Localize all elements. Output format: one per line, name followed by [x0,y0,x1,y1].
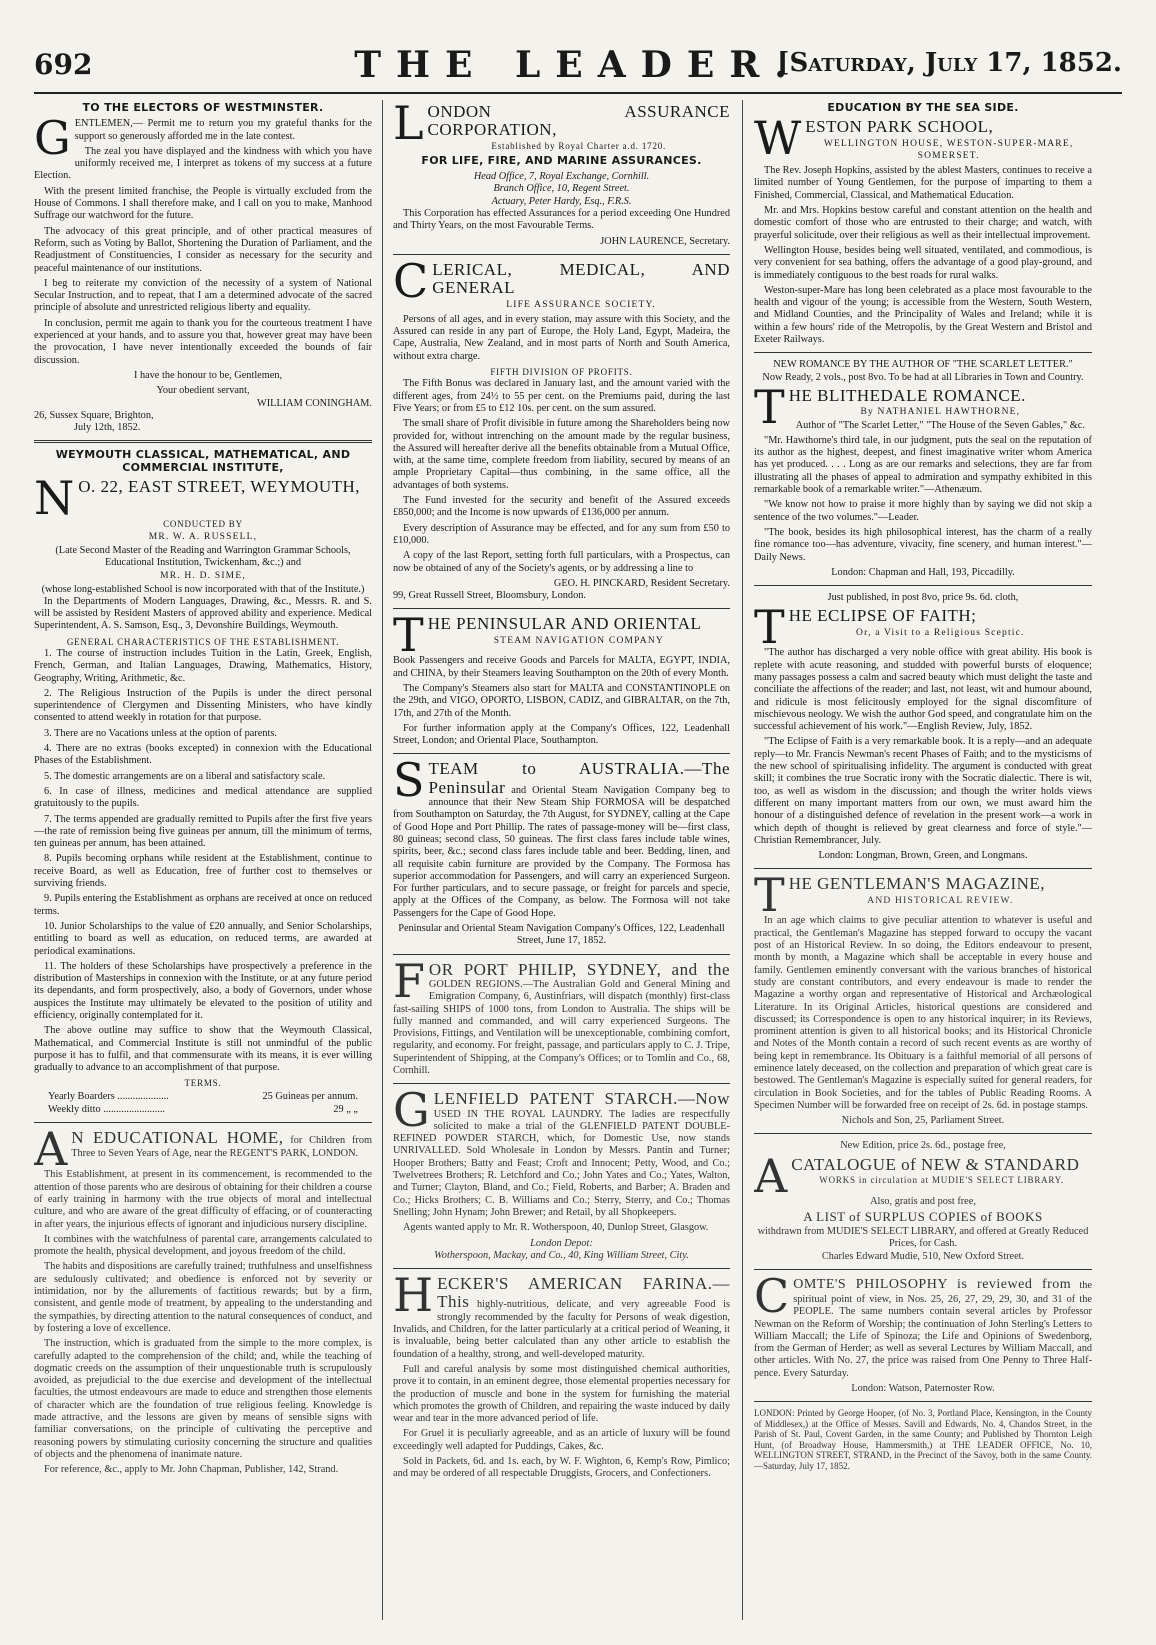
paragraph: It combines with the watchfulness of parental care, arrangements calculated to promote the health, physical development, and joyous freedom of the child. [34,1233,372,1258]
advert-title [393,1083,730,1219]
advert-title [754,868,1092,923]
paragraph: For Gruel it is peculiarly agreeable, and as an article of luxury will be found exceedingly well adapted for Puddings, Cakes, &c. [393,1428,730,1452]
list-item: 6. In case of illness, medicines and medical attendance are supplied gratuitously to the pupils. [34,785,372,810]
depot-heading: London Depot: [530,1237,593,1249]
drop-cap: F [393,953,425,1008]
notice: Now Ready, 2 vols., post 8vo. To be had at all Libraries in Town and Country. [762,371,1084,383]
paragraph: The Rev. Joseph Hopkins, assisted by the ablest Masters, continues to receive a limited number of Young Gentlemen, for the purpose of imparting to them a Finished, Commercial, Classical, and Mathematical Education. [754,165,1092,201]
title-text: HE PENINSULAR AND ORIENTAL [427,614,702,634]
separator [393,608,730,609]
drop-cap: C [754,1268,790,1323]
address: 26, Sussex Square, Brighton, [34,409,154,421]
paragraph: For further information apply at the Company's Offices, 122, Leadenhall Street, London; and Oriental Place, Southampton. [393,722,730,747]
educational-home-advert [34,1122,372,1476]
drop-cap: T [754,600,785,655]
list-body: withdrawn from MUDIE'S SELECT LIBRARY, and offered at Greatly Reduced Prices, for Cash. [757,1226,1089,1250]
advert-title [393,753,730,920]
list-item: 3. There are no Vacations unless at the option of parents. [44,727,277,739]
terms-value: 29 „ „ [333,1104,358,1116]
drop-cap: L [393,100,424,150]
blithedale-advert [754,359,1092,579]
quote: "Mr. Hawthorne's third tale, in our judgment, puts the seal on the reputation of its author as the highest, deepest, and finest imaginative writer whom America has yet produced. . . . Long as are our remarks and selections, they are far from illustrating all the phases of appeal to admiration and sympathy exhibited in this remarkable book of a remarkable writer."—Athenæum. [754,434,1092,496]
publisher: London: Chapman and Hall, 193, Piccadilly. [831,566,1015,578]
title-text: HE BLITHEDALE ROMANCE. [788,385,1026,405]
quote: "The book, besides its high philosophical interest, has the charm of a really fine romance too—has adventure, vivacity, fine scenery, and human interest."—Daily News. [754,526,1092,563]
body: the spiritual point of view, in Nos. 25, 26, 27, 29, 29, 30, and 31 of the PEOPLE. The same numbers contain several articles by Professor Newman on the Reform of Worship; the continuation of John Sterling's Letters to William Maccall; the Life of Spinoza; the Life and Opinions of Swedenborg, from the German of Herder; as well as several Lectures by William Maccall, and other articles. With No. 27, the price was raised from One Penny to Three Half-pence. Every Saturday. [754,1279,1092,1379]
separator [754,1269,1092,1270]
paragraph: The habits and dispositions are carefully trained; truthfulness and unselfishness are sedulously cultivated; and obedience is enforced not by severity or intimidation, nor by the allurements of factitious rewards; but by a firm, consistent, and gentle mode of treatment, by appealing to the understanding and the sympathies, by directing attention to the natural consequences of conduct, and by fostering a love of excellence. [34,1261,372,1334]
drop-cap: W [754,111,802,166]
title-text: TEAM to AUSTRALIA.—The Peninsular [428,759,730,797]
subtitle: STEAM NAVIGATION COMPANY [493,635,664,646]
newspaper-title: THE LEADER. [354,44,802,86]
intro: In the Departments of Modern Languages, Drawing, &c., Messrs. R. and S. will be assisted by Resident Masters of approved ability and experience. Medical Superintendent, A. S. Samson, Esq., 3, Devonshire Buildings, Weymouth. [34,595,372,632]
address: 99, Great Russell Street, Bloomsbury, London. [393,590,586,602]
list-item: 11. The holders of these Scholarships have prospectively a preference in the distribution of Masterships in connexion with the Institute, or at any future period its dependants, and form prospectively, also, a body of Governors, under whose auspices the Institute may ultimately be elevated to the position of utility and efficiency, originally contemplated for it. [34,960,372,1021]
paragraph: The Fifth Bonus was declared in January last, and the amount varied with the different ages, from 24½ to 55 per cent. on the Premiums paid, during the last Five Years; or from £5 to £12 10s. per cent. on the sum assured. [393,378,730,414]
signature: GEO. H. PINCKARD, Resident Secretary. [553,577,730,589]
author: By NATHANIEL HAWTHORNE, [860,407,1021,418]
paragraph: In conclusion, permit me again to thank you for the courteous treatment I have experienced at your hands, and to assure you that, however great may have been the provocation, I have never intentionally exceeded the bounds of fair discussion. [34,317,372,366]
separator [754,585,1092,586]
hecker-advert [393,1268,730,1480]
closing: Your obedient servant, [156,385,250,397]
publisher: Nichols and Son, 25, Parliament Street. [841,1115,1005,1127]
london-assurance-advert [393,100,730,248]
paragraph: The advocacy of this great principle, and of other practical measures of Reform, such as Voting by Ballot, Shortening the Duration of Parliament, and the Readjustment of Constituencies, I consider as necessary for the security and peaceful maintenance of our institutions. [34,225,372,274]
separator [754,352,1092,353]
drop-cap: G [34,111,71,166]
depot: Wotherspoon, Mackay, and Co., 40, King William Street, City. [434,1249,689,1261]
paragraph: Every description of Assurance may be effected, and for any sum from £50 to £10,000. [393,522,730,546]
list-item: 5. The domestic arrangements are on a liberal and satisfactory scale. [44,770,326,782]
subtitle: WELLINGTON HOUSE, WESTON-SUPER-MARE, SOMERSET. [823,138,1074,161]
weston-park-advert [754,102,1092,346]
subheading: GENERAL CHARACTERISTICS OF THE ESTABLISHMENT. [66,636,340,647]
paragraph: This Corporation has effected Assurances for a period exceeding One Hundred and Thirty Years, on the most Favourable Terms. [393,208,730,232]
advert-title [393,100,730,152]
paragraph: The Fund invested for the security and benefit of the Assured exceeds £850,000; and the Income is now upwards of £136,000 per annum. [393,495,730,519]
column-divider [382,100,383,1620]
subtitle: for Children from Three to Seven Years of Age, near the REGENT'S PARK, LONDON. [71,1135,372,1159]
westminster-advert [34,102,372,434]
agents: Agents wanted apply to Mr. R. Wotherspoon, 40, Dunlop Street, Glasgow. [403,1222,709,1234]
separator [393,1268,730,1269]
notice: New Edition, price 2s. 6d., postage free, [840,1140,1006,1152]
advert-title [754,600,1092,655]
outline: The above outline may suffice to show that the Weymouth Classical, Mathematical, and Commercial Institute is still not unmindful of the public purpose it has to fulfil, and that commensurate with its means, it is ever willing gradually to advance to an accomplishment of that purpose. [34,1025,372,1074]
separator [754,868,1092,869]
list-item: 4. There are no extras (books excepted) in connexion with the Educational Phases of the Establishment. [34,743,372,767]
drop-cap: H [393,1268,434,1323]
separator [754,1401,1092,1402]
separator [34,440,372,443]
paragraph: The instruction, which is graduated from the simple to the more complex, is carefully adapted to the comprehension of the child; and, while the teaching of dogmatic creeds on the assumption of their unquestionable truth is scrupulously avoided, as prejudicial to the due exercise and development of the intellectual faculties, the utmost endeavours are made to educe and strengthen those elements of character which are the foundation of true religious feeling. Knowledge is made attractive, and the lessons are given by means of sensible signs with familiar conversations, on the principle of cultivating the perceptive and reasoning powers by stimulating curiosity concerning the structure and qualities of objects and the phenomena of inanimate nature. [34,1338,372,1460]
subtitle: WORKS in circulation at MUDIE'S SELECT LIBRARY. [819,1175,1064,1186]
paragraph: I beg to reiterate my conviction of the necessity of a system of National Secular Instruction, and to repeat, that I am a determined advocate of the sacred principle of absolute and unrestricted religious liberty and equality. [34,277,372,314]
publisher: London: Longman, Brown, Green, and Longmans. [818,850,1028,862]
title-text: HE GENTLEMAN'S MAGAZINE, [788,874,1046,894]
also: Also, gratis and post free, [870,1195,976,1207]
printer-imprint: LONDON: Printed by George Hooper, (of No. 3, Portland Place, Kensington, in the County of Middlesex,) at the Office of Messrs. Savill and Edwards, No. 4, Chandos Street, in the Parish of St. Paul, Covent Garden, in the same County; and Published by Thornton Leigh Hunt, (of Broadway House, Hammersmith,) at THE LEADER OFFICE, No. 10, WELLINGTON STREET, STRAND, in the Precinct of the Savoy, both in the same County.—Saturday, July 17, 1852. [754,1408,1092,1471]
advert-title [754,379,1092,434]
terms-value: 25 Guineas per annum. [262,1090,358,1102]
page-number: 692 [34,48,93,81]
terms-label: Weekly ditto ........................ [48,1104,166,1116]
eclipse-advert [754,592,1092,862]
steam-australia-advert [393,753,730,947]
title-text: HE ECLIPSE OF FAITH; [788,606,977,626]
advert-title [34,1122,372,1177]
advert-heading: WEYMOUTH CLASSICAL, MATHEMATICAL, AND COMMERCIAL INSTITUTE, [55,448,351,474]
list-item: 8. Pupils becoming orphans while resident at the Establishment, continue to receive Board, as well as Education, free of further cost to themselves or surviving friends. [34,853,372,890]
conducted-by: CONDUCTED BY [163,519,243,530]
separator [393,753,730,754]
author-note: Author of "The Scarlet Letter," "The House of the Seven Gables," &c. [795,419,1085,431]
weymouth-advert [34,449,372,1116]
body: USED IN THE ROYAL LAUNDRY. The ladies are respectfully solicited to make a trial of the GLENFIELD PATENT DOUBLE-REFINED POWDER STARCH, which, for Domestic Use, now stands UNRIVALLED. Sold Wholesale in London by Messrs. Pantin and Turner; Hooper Brothers; Batty and Feast; Croft and Innocent; Petty, Wood, and Co.; Twelvetrees Brothers; R. Letchford and Co.; John Yates and Co.; Yates, Walton, and Turner; Clayton, Bland, and Co.; Field, Roberts, and Barber; A. Braden and Co.; Hicks Brothers; C. B. Williams and Co.; Sterry, Sterry, and Co.; Thomas Snelling; John Hynam; John Brewer; and Retail, by all Shopkeepers. [393,1108,730,1218]
established: Established by Royal Charter a.d. 1720. [491,140,667,151]
terms-label: Yearly Boarders .................... [48,1090,169,1102]
advert-heading: TO THE ELECTORS OF WESTMINSTER. [82,101,324,114]
quote: "We know not how to praise it more highly than by saying we did not skip a sentence of the two volumes."—Leader. [754,499,1092,523]
list-item: 10. Junior Scholarships to the value of £20 annually, and Senior Scholarships, entitling to board as well as education, on reduced terms, are awarded at periodical examinations. [34,920,372,957]
advert-title [393,608,730,663]
subtitle: LIFE ASSURANCE SOCIETY. [506,299,656,310]
tagline: FOR LIFE, FIRE, AND MARINE ASSURANCES. [421,153,702,167]
advert-heading: EDUCATION BY THE SEA SIDE. [827,101,1019,114]
paragraph: The small share of Profit divisible in future among the Shareholders being now provided for, without intrenching on the amount made by the regular business, the Assured will hereafter derive all the benefits obtainable from a Mutual Office, with, at the same time, complete freedom from liability, secured by means of an ample Proprietary Capital—thus combining, in the same office, all the advantages of both systems. [393,418,730,491]
title-text: N EDUCATIONAL HOME, [71,1128,284,1148]
title-text: LERICAL, MEDICAL, AND GENERAL [432,259,730,298]
glenfield-advert [393,1083,730,1262]
head-office: Head Office, 7, Royal Exchange, Cornhill. [473,171,650,183]
masthead [34,44,1122,88]
paragraph: The Company's Steamers also start for MALTA and CONSTANTINOPLE on the 29th, and VIGO, OPORTO, LISBON, CADIZ, and GIBRALTAR, on the 7th, 17th, and 27th of the Month. [393,682,730,719]
paragraph: With the present limited franchise, the People is virtually excluded from the House of Commons. I shall therefore make, and I call on you to make, Manhood Suffrage our watchword for the future. [34,185,372,222]
advert-title [393,253,730,311]
paragraph: Sold in Packets, 6d. and 1s. each, by W. F. Wighton, 6, Kemp's Row, Pimlico; and may be ordered of all respectable Druggists, Grocers, and Confectioners. [393,1456,730,1480]
title-text: OR PORT PHILIP, SYDNEY, and the [428,959,730,979]
address-date: July 12th, 1852. [74,422,141,434]
list-item: 7. The terms appended are gradually remitted to Pupils after the first five years—the rate of remission being five guineas per annum, till the minimum of terms, ten guineas per annum, has been attained. [34,813,372,850]
drop-cap: S [393,753,425,808]
paragraph: In an age which claims to give peculiar attention to whatever is useful and practical, the Gentleman's Magazine has stepped forward to occupy the vacant post of an Historical Review. In so doing, the Editors endeavour to present, month by month, a Magazine which shall be acceptable in every house and family. Gentlemen eminently conversant with the various branches of historical study are constant contributors, and every endeavour is made to render the Magazine a worthy organ and representative of Historical and Archæological Literature. In its Original Articles, historical questions are considered and discussed; its Correspondence is open to any historical inquirer; in its Reviews, prominent attention is given to all historical books; and its Historical Chronicle and Notes of the Month contain a record of such recent events as are worthy of being kept in remembrance. Its Obituary is a faithful memorial of all persons of eminence lately deceased, on the collection and preparation of which great care is bestowed. The Gentleman's Magazine is especially suited for general readers, for circulation in Book Societies, and for the tables of Public Reading Rooms. A Specimen Number will be forwarded free on receipt of 2s. 6d. in postage stamps. [754,915,1092,1111]
catalogue-advert [754,1140,1092,1262]
drop-cap: T [754,868,785,923]
paragraph: A copy of the last Report, setting forth full particulars, with a Prospectus, can now be obtained of any of the Society's agents, or by addressing a line to [393,550,730,574]
list-item: 1. The course of instruction includes Tuition in the Latin, Greek, English, French, German, and Italian Languages, Drawing, Mathematics, History, Geography, Writing, Arithmetic, &c. [34,647,372,684]
advert-title [754,1268,1092,1380]
intro: Persons of all ages, and in every station, may assure with this Society, and the Assured can reside in any part of Europe, the Holy Land, Egypt, Madeira, the Cape, Australia, New Zealand, and in most parts of North and South America, without extra charge. [393,313,730,362]
list-item: 2. The Religious Instruction of the Pupils is under the direct personal superintendence of Clergymen and Dissenting Ministers, who have kindly consented to attend weekly in rotation for that purpose. [34,687,372,724]
paragraph: This Establishment, at present in its commencement, is recommended to the attention of those parents who are desirous of obtaining for their children a course of early training in harmony with the true objects of moral and intellectual culture, and who are aware of the great difficulty of effacing, or of counteracting in after years, the injurious effects of ignorant and injudicious nursery discipline. [34,1169,372,1230]
comte-advert [754,1268,1092,1395]
signature: WILLIAM CONINGHAM. [257,397,372,409]
clerical-medical-advert [393,253,730,602]
paragraph: Book Passengers and receive Goods and Parcels for MALTA, EGYPT, INDIA, and CHINA, by their Steamers leaving Southampton on the 20th of every Month. [393,655,730,679]
address: Charles Edward Mudie, 510, New Oxford Street. [821,1250,1025,1262]
gentlemans-magazine-advert [754,868,1092,1127]
body: GOLDEN REGIONS.—The Australian Gold and General Mining and Emigration Company, 6, Austinfriars, will dispatch (monthly) first-class fast-sailing SHIPS of 1000 tons, from London to Australia. The ships will be fully manned and commanded, and will carry experienced Surgeons. The Provisions, Fittings, and Ventilation will be unexceptionable, combining comfort, regularity, and economy. For freight, passage, and particulars apply to C. J. Tripe, Superintendent of Shipping, at the Company's Offices; or to Tomlin and Co., 68, Cornhill. [393,978,730,1076]
publisher: London: Watson, Paternoster Row. [851,1383,995,1395]
peninsular-advert [393,608,730,747]
principal-note: (Late Second Master of the Reading and Warrington Grammar Schools, Educational Institution, Twickenham, &c.;) and [55,544,351,568]
terms-row [48,1091,358,1103]
subheading: FIFTH DIVISION OF PROFITS. [490,367,633,378]
paragraph: The zeal you have displayed and the kindness with which you have uniformly received me, I interpret as tokens of my success at a future Election. [34,145,372,182]
title-text: O. 22, EAST STREET, WEYMOUTH, [78,477,361,497]
quote: "The author has discharged a very noble office with great ability. His book is replete with acute reasoning, and studded with powerful bursts of eloquence; many passages possess a calm and sacred beauty which must delight the taste and conciliate the affections of the reader; and last, not least, wit and humour abound, and ridicule is most felicitously employed for the signal discomfiture of mischievous neology. We wish the author God speed, and congratulate him on the successful achievement of his work."—English Review, July, 1852. [754,647,1092,733]
body: highly-nutritious, delicate, and very agreeable Food is strongly recommended by the faculty for Persons of weak digestion, Invalids, and Children, for the latter particularly at a critical period of Weaning, it is invaluable, being better calculated than any other article to establish the foundation of a healthy, strong, and well-developed maturity. [393,1299,730,1360]
notice: Just published, in post 8vo, price 9s. 6d. cloth, [827,592,1019,604]
port-phillip-advert [393,953,730,1078]
advert-heading: NEW ROMANCE BY THE AUTHOR OF "THE SCARLET LETTER." [773,359,1073,371]
terms-heading: TERMS. [184,1078,222,1089]
advert-title [393,1268,730,1361]
separator [393,1083,730,1084]
paragraph: I have the honour to be, Gentlemen, [133,369,283,381]
column-divider [742,100,743,1620]
subtitle: AND HISTORICAL REVIEW. [867,895,1014,906]
column-1 [34,100,372,1620]
issue-date: [Saturday, July 17, 1852. [777,48,1122,78]
paragraph: Full and careful analysis by some most distinguished chemical authorities, prove it to contain, in an eminent degree, those elemental properties necessary for the production of muscle and bone in the system for furnishing the material which promotes the growth of Children, and repairing the waste induced by daily wear and tear in the more advanced period of life. [393,1363,730,1425]
title-text: LENFIELD PATENT STARCH.—Now [433,1089,730,1109]
drop-cap: C [393,253,429,308]
title-text: ECKER'S AMERICAN FARINA.—This [437,1274,730,1312]
title-text: ONDON ASSURANCE CORPORATION, [427,102,730,140]
body: and Oriental Steam Navigation Company beg to announce that their New Steam Ship FORMOSA will be despatched from Southampton on Saturday, the 7th August, for SYDNEY, calling at the Cape of Good Hope and Port Phillip. The rates of passage-money will be—first class, 80 guineas; second class, 50 guineas. The first class fares include table wines, spirits, beer, &c.; second class fares include table and beer. Bedding, linen, and all requisite cabin furniture are provided by the Company. The Formosa has superior accommodation for Passengers, and will carry an experienced Surgeon. For further particulars, and to secure passage, or freight for parcels and specie, apply at the Offices of the Company, as below. The Formosa will not take Passengers for the Cape of Good Hope. [393,784,730,919]
drop-cap: A [754,1148,788,1203]
opening-text: ENTLEMEN,— Permit me to return you my grateful thanks for the support so generously afforded me in the late contest. [74,118,372,142]
separator [34,1122,372,1123]
masthead-rule [34,92,1122,94]
partner: MR. H. D. SIME, [160,571,246,582]
drop-cap: T [393,608,424,663]
terms-row [48,1104,358,1116]
signature: JOHN LAURENCE, Secretary. [600,235,730,247]
paragraph: Weston-super-Mare has long been celebrated as a place most favourable to the health and vigour of the young; is accessible from the Western, South Western, and Midland Counties, and the Principality of Wales and Ireland; while it is within a few hours' ride of the Metropolis, by the Great Western and Bristol and Exeter Railways. [754,284,1092,346]
title-text: ESTON PARK SCHOOL, [805,117,994,137]
separator [754,1133,1092,1134]
paragraph: Wellington House, besides being well situated, ventilated, and commodious, is very convenient for sea bathing, offers the advantage of a good play-ground, and is immediately contiguous to the best roads for rural walks. [754,244,1092,281]
title-text: CATALOGUE of NEW & STANDARD [791,1154,1080,1174]
drop-cap: T [754,379,785,434]
drop-cap: A [34,1122,68,1177]
paragraph: For reference, &c., apply to Mr. John Chapman, Publisher, 142, Strand. [44,1464,339,1476]
subtitle: Or, a Visit to a Religious Sceptic. [856,627,1025,638]
list-title: A LIST of SURPLUS COPIES of BOOKS [803,1209,1043,1225]
paragraph: Mr. and Mrs. Hopkins bestow careful and constant attention on the health and domestic comfort of those who are entrusted to their charge; and watch, with prayerful solicitude, over their religious as well as their intellectual improvement. [754,205,1092,241]
column-2 [393,100,730,1620]
quote: "The Eclipse of Faith is a very remarkable book. It is a reply—and an adequate reply—to Mr. Francis Newman's recent Phases of Faith; and to the mysticisms of the new school of spiritualising infidelity. The argument is conducted with great skill; it combines the true Socratic irony with the Socratic dialectic. There is wit, too, as well as wisdom in the discussion; and though the writer holds views different on many important matters from our own, we must award him the honour of a distinguished defence of revelation in the present work—a work in which depth of thought is relieved by great clearness and force of style."—Christian Remembrancer, July. [754,736,1092,846]
branch-office: Branch Office, 10, Regent Street. [493,183,630,195]
list-item: 9. Pupils entering the Establishment as orphans are received at once on reduced terms. [34,893,372,917]
title-text: OMTE'S PHILOSOPHY is reviewed from [793,1276,1072,1292]
drop-cap: G [393,1083,430,1138]
partner-note: (whose long-established School is now incorporated with that of the Institute.) [41,583,365,595]
principal: MR. W. A. RUSSELL, [148,532,258,543]
advert-title [393,953,730,1078]
actuary: Actuary, Peter Hardy, Esq., F.R.S. [491,195,632,207]
separator [393,954,730,955]
advert-title [754,111,1092,166]
separator [393,254,730,255]
column-3 [754,100,1092,1620]
drop-cap: N [34,471,75,526]
characteristics-list [34,648,372,1022]
footer: Peninsular and Oriental Steam Navigation Company's Offices, 122, Leadenhall Street, June 17, 1852. [398,923,725,947]
